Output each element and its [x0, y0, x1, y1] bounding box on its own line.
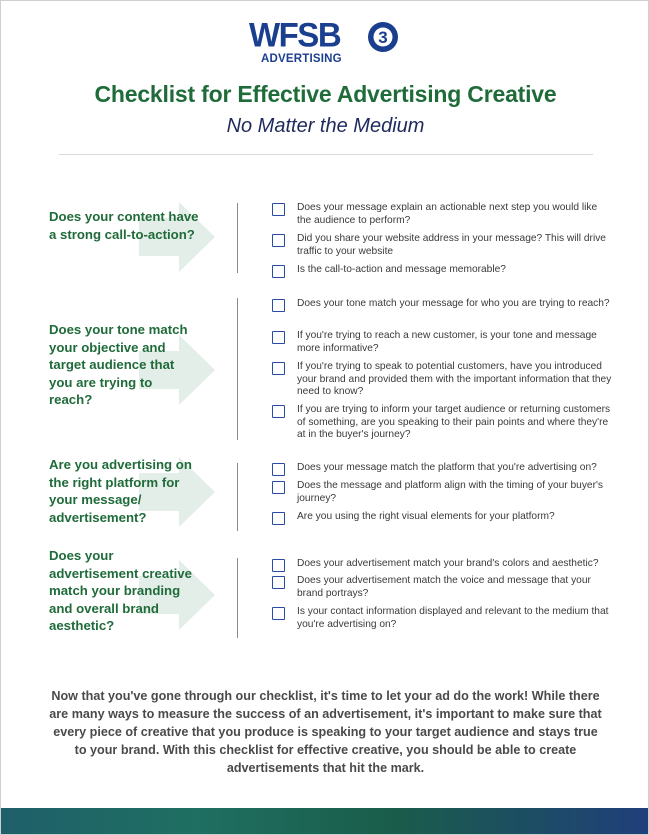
question-text: Does your advertisement creative match your branding and overall brand aesthetic?	[49, 548, 192, 633]
section-divider-line	[237, 298, 238, 440]
section-branding	[1, 544, 649, 644]
checkbox[interactable]	[272, 362, 285, 375]
checkbox[interactable]	[272, 234, 285, 247]
section-divider-line	[237, 558, 238, 638]
logo-subtext: ADVERTISING	[261, 53, 342, 65]
question-text: Are you advertising on the right platform for your message/ advertisement?	[49, 457, 192, 525]
checkbox[interactable]	[272, 299, 285, 312]
footer-color-bar	[1, 808, 649, 835]
question-text: Does your tone match your objective and target audience that you are trying to reach?	[49, 322, 188, 407]
checkbox[interactable]	[272, 576, 285, 589]
wfsb-logo	[249, 15, 409, 69]
checklist-item-text: If you're trying to reach a new customer, is your tone and message more informative?	[297, 330, 597, 354]
section-divider-line	[237, 463, 238, 531]
section-call-to-action	[1, 196, 649, 276]
checkbox[interactable]	[272, 405, 285, 418]
checklist-item-text: Does your advertisement match the voice and message that your brand portrays?	[297, 575, 591, 599]
checklist-item-text: If you are trying to inform your target audience or returning customers of something, are you speaking to their pain points and where they're at in the buyer's journey?	[297, 404, 611, 440]
svg-text:3: 3	[378, 28, 388, 47]
logo-wordmark: WFSB	[249, 15, 341, 54]
checklist-item-text: Does your message match the platform that you're advertising on?	[297, 462, 597, 473]
closing-paragraph: Now that you've gone through our checklist, it's time to let your ad do the work! While there are many ways to measure the success of an advertisement, it's important to make sure that every piece of creative that you produce is speaking to your target audience and stays true to your brand. With this checklist for effective creative, you should be able to create advertisements that hit the mark.	[49, 689, 602, 775]
section-platform	[1, 453, 649, 543]
checklist-item-text: Does your message explain an actionable next step you would like the audience to perform?	[297, 202, 598, 226]
page-title: Checklist for Effective Advertising Creative	[94, 81, 557, 107]
checkbox[interactable]	[272, 559, 285, 572]
checklist-item-text: Does your advertisement match your brand's colors and aesthetic?	[297, 558, 599, 569]
eye-3-logo-icon	[367, 21, 399, 53]
checklist-item-text: Did you share your website address in your message? This will drive traffic to your website	[297, 233, 606, 257]
section-divider-line	[237, 203, 238, 273]
checklist-item-text: Is your contact information displayed and relevant to the medium that you're advertising on?	[297, 606, 609, 630]
checkbox[interactable]	[272, 203, 285, 216]
checkbox[interactable]	[272, 265, 285, 278]
page-subtitle: No Matter the Medium	[226, 115, 425, 137]
checklist-item-text: Is the call-to-action and message memorable?	[297, 264, 506, 275]
checkbox[interactable]	[272, 331, 285, 344]
checklist-item-text: If you're trying to speak to potential customers, have you introduced your brand and provided them with the important information that they need to know?	[297, 361, 612, 397]
checklist-item-text: Does the message and platform align with the timing of your buyer's journey?	[297, 480, 604, 504]
header-divider	[59, 154, 593, 155]
checklist-item-text: Does your tone match your message for who you are trying to reach?	[297, 298, 610, 309]
question-text: Does your content have a strong call-to-action?	[49, 209, 199, 242]
checkbox[interactable]	[272, 512, 285, 525]
checkbox[interactable]	[272, 463, 285, 476]
section-tone	[1, 293, 649, 443]
checkbox[interactable]	[272, 607, 285, 620]
checkbox[interactable]	[272, 481, 285, 494]
checklist-item-text: Are you using the right visual elements for your platform?	[297, 511, 555, 522]
